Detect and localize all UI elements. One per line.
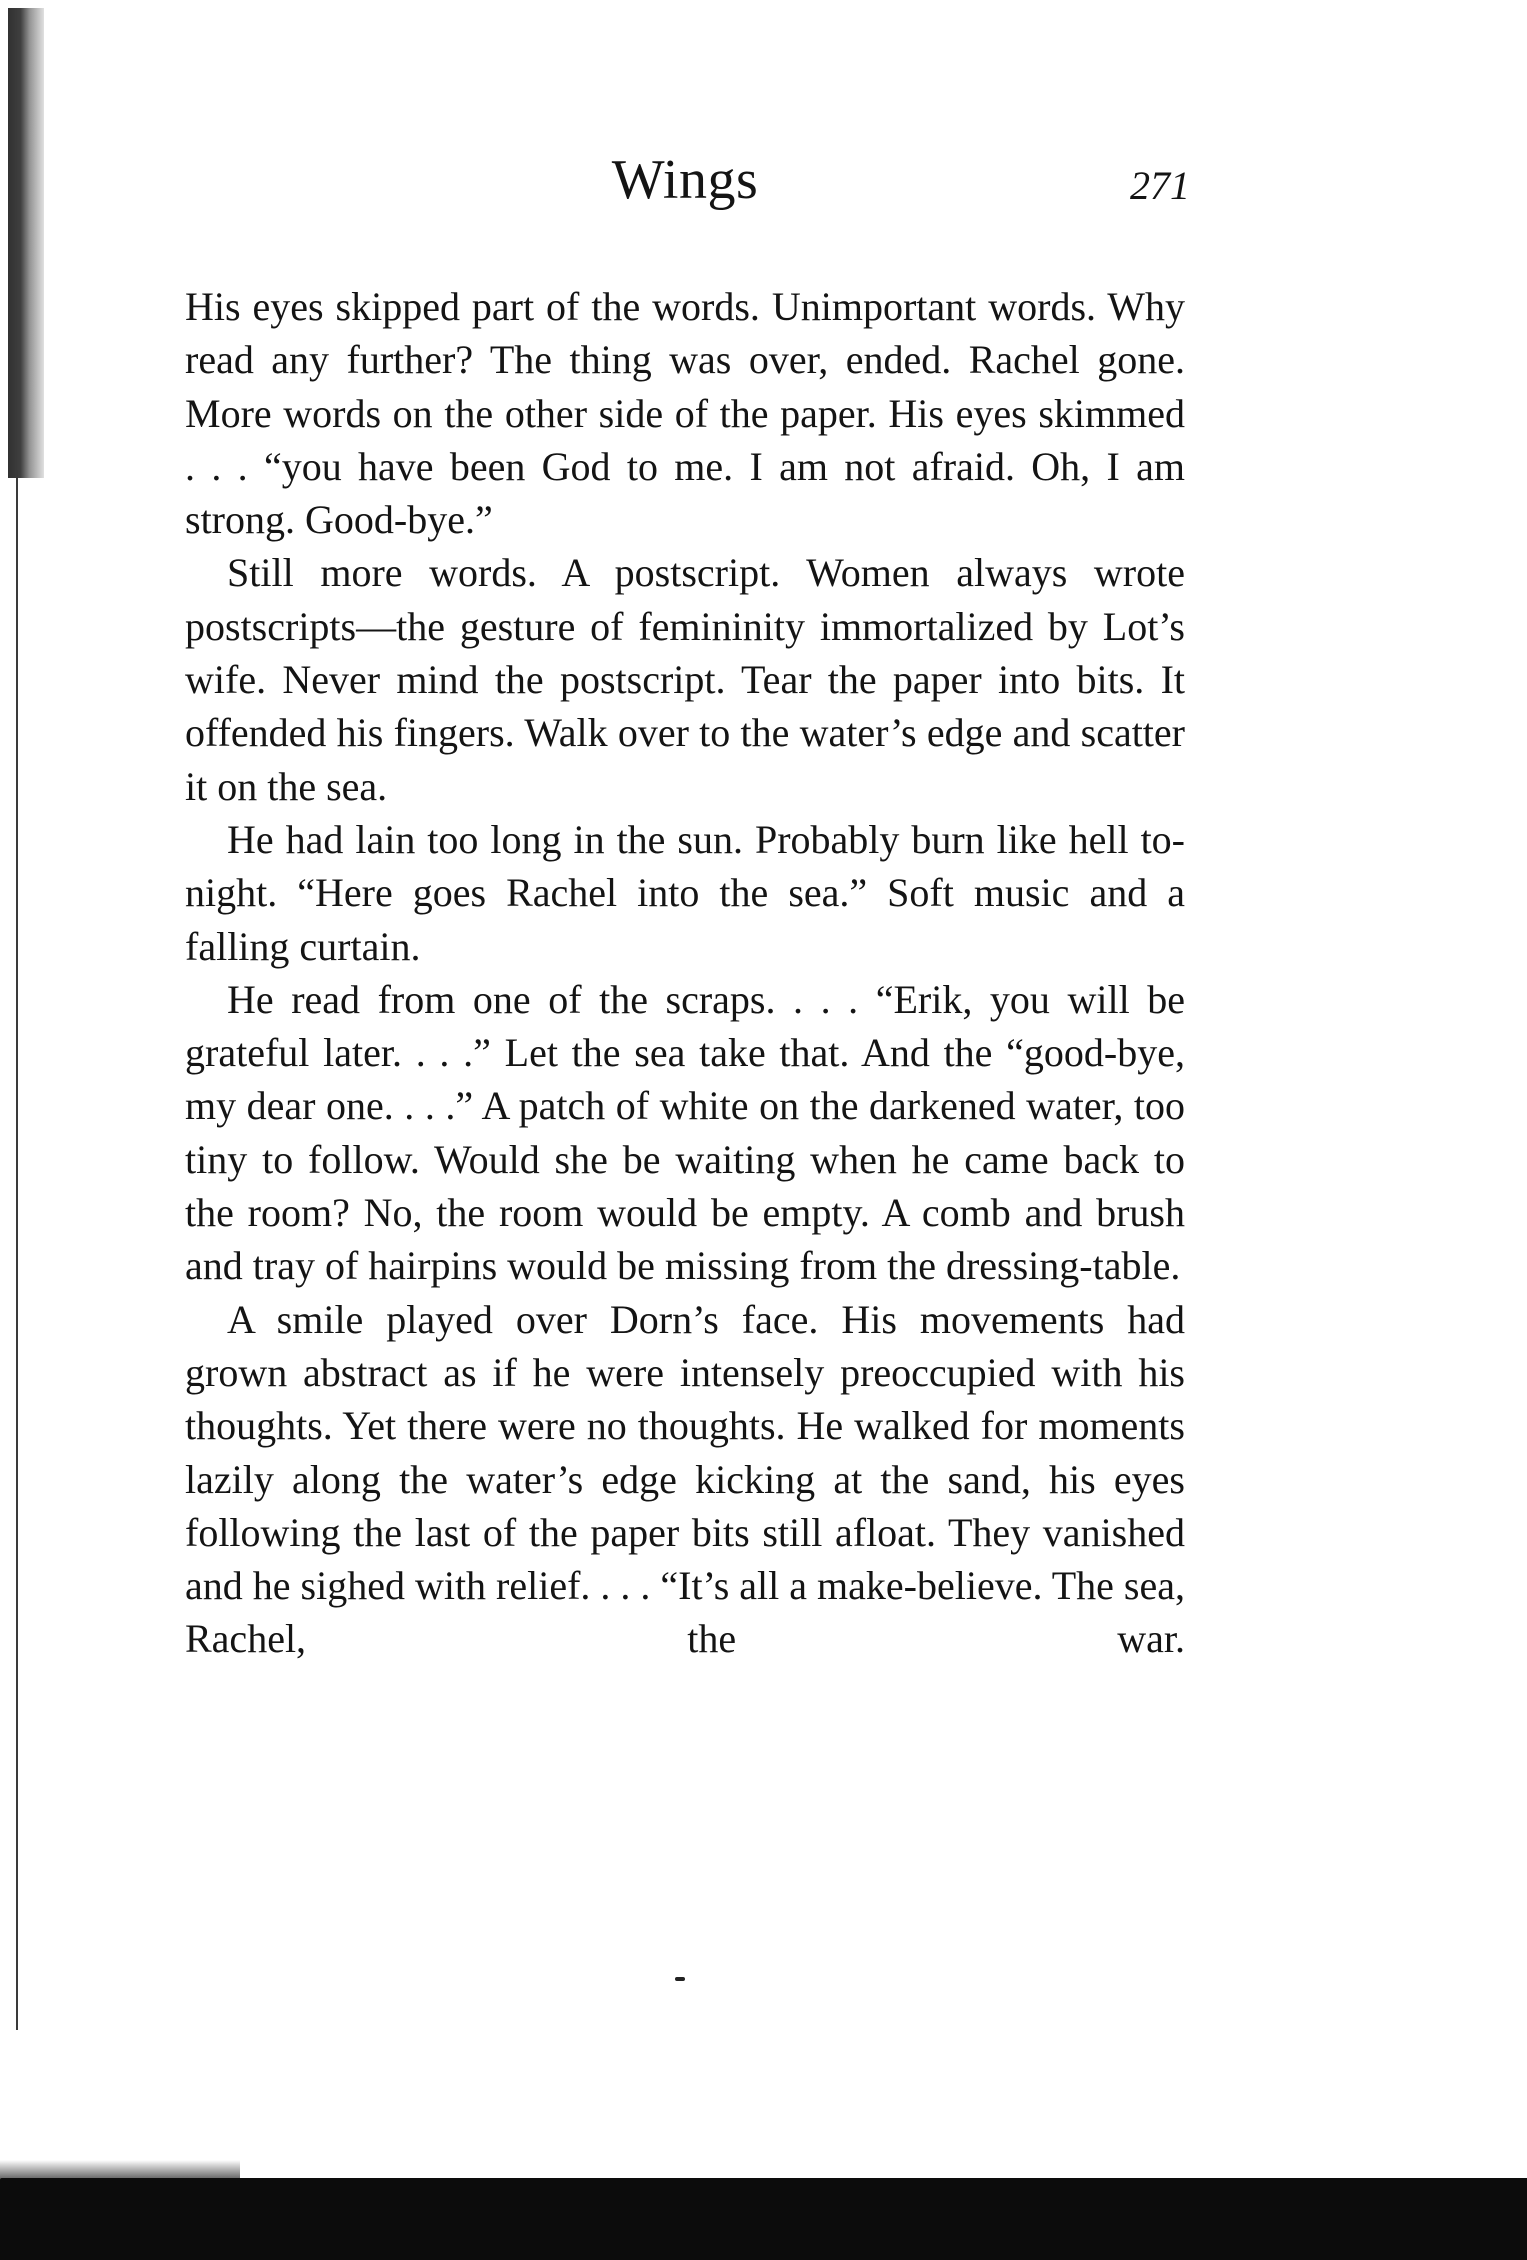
paragraph: His eyes skipped part of the words. Unimportant words. Why read any further? The thing was over, ended. Rachel gone. More words on the other side of the paper. His eyes skimmed . . . “you have been God to me. I am not afraid. Oh, I am strong. Good-bye.”: [185, 284, 1185, 543]
body-text: [185, 280, 1185, 1666]
print-speck: [675, 1977, 685, 1981]
running-head: [180, 148, 1190, 228]
paragraph: He had lain too long in the sun. Probably burn like hell to-night. “Here goes Rachel into the sea.” Soft music and a falling curtain.: [185, 816, 1185, 969]
running-title: Wings: [611, 149, 759, 211]
scan-bottom-border: [0, 2178, 1527, 2260]
paragraph: A smile played over Dorn’s face. His movements had grown abstract as if he were intensely preoccupied with his thoughts. Yet there were no thoughts. He walked for moments lazily along the water’s edge kicking at the sand, his eyes following the last of the paper bits still afloat. They vanished and he sighed with relief. . . . “It’s all a make-believe. The sea, Rachel, the war.: [185, 1296, 1185, 1662]
page-number: 271: [1130, 163, 1190, 208]
paragraph: Still more words. A postscript. Women always wrote postscripts—the gesture of femininity immortalized by Lot’s wife. Never mind the postscript. Tear the paper into bits. It offended his fingers. Walk over to the water’s edge and scatter it on the sea.: [185, 550, 1185, 809]
paragraph: He read from one of the scraps. . . . “Erik, you will be grateful later. . . .” Let the sea take that. And the “good-bye, my dear one. . . .” A patch of white on the darkened water, too tiny to follow. Would she be waiting when he came back to the room? No, the room would be empty. A comb and brush and tray of hairpins would be missing from the dressing-table.: [185, 976, 1185, 1289]
binding-shadow: [8, 8, 44, 478]
page-gutter-line: [16, 470, 18, 2030]
